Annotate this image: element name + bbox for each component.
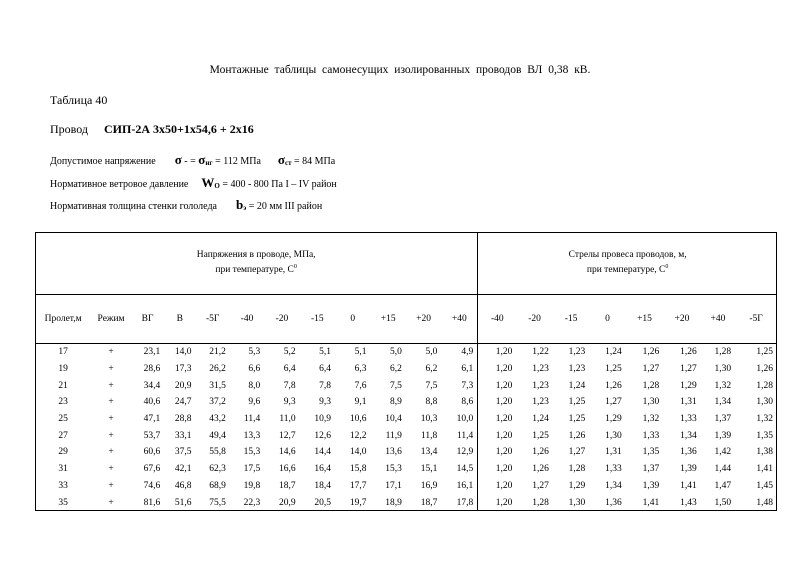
table-cell: 26,2: [209, 363, 226, 374]
table-cell: 27: [58, 430, 68, 441]
table-cell: 67,6: [143, 464, 161, 475]
table-cell: +: [108, 497, 114, 508]
table-cell: 1,42: [714, 447, 732, 458]
table-cell: 1,30: [714, 363, 732, 374]
table-cell: 1,34: [680, 430, 697, 441]
table-cell: 1,20: [495, 430, 513, 441]
table-cell: 17,3: [174, 363, 192, 374]
table-cell: 1,29: [680, 380, 697, 391]
table-cell: 10,6: [349, 414, 367, 425]
table-cell: 9,6: [248, 397, 261, 408]
table-cell: 12,9: [441, 444, 477, 461]
table-cell: 42,1: [174, 464, 192, 475]
table-cell: 17: [58, 347, 68, 358]
table-cell: 1,20: [495, 397, 513, 408]
table-cell: +: [108, 480, 114, 491]
table-cell: 1,28: [568, 464, 586, 475]
table-cell: 11,9: [385, 430, 402, 441]
stress-group-header: [35, 232, 478, 295]
wind-pressure-label: Нормативное ветровое давление: [50, 179, 189, 190]
table-cell: 11,0: [279, 414, 296, 425]
table-cell: +: [108, 397, 114, 408]
table-cell: +: [108, 414, 114, 425]
table-number: Таблица 40: [50, 93, 108, 107]
installation-table: [35, 232, 777, 511]
table-cell: 8,9: [390, 397, 402, 408]
table-cell: 16,9: [420, 480, 438, 491]
table-cell: 17,8: [441, 494, 477, 511]
sigma-symbol: σ: [277, 152, 285, 167]
table-cell: 8,8: [425, 397, 438, 408]
table-cell: 1,25: [605, 363, 622, 374]
table-cell: 1,20: [495, 497, 513, 508]
table-cell: 7,6: [354, 380, 367, 391]
table-cell: 1,35: [642, 447, 660, 458]
table-cell: 1,34: [605, 480, 622, 491]
table-cell: +: [108, 347, 114, 358]
table-cell: 34,4: [143, 380, 161, 391]
b-symbol: b: [236, 197, 244, 212]
wire-label: Провод: [50, 122, 89, 136]
table-cell: 1,31: [680, 397, 697, 408]
table-cell: +: [108, 464, 114, 475]
table-cell: 1,44: [714, 464, 732, 475]
table-cell: 62,3: [209, 464, 226, 475]
table-cell: 1,20: [495, 347, 513, 358]
table-cell: 5,2: [283, 347, 296, 358]
table-cell: 33: [58, 480, 68, 491]
table-cell: 1,41: [642, 497, 660, 508]
table-cell: 1,34: [714, 397, 732, 408]
table-cell: 28,6: [143, 363, 161, 374]
table-cell: 16,4: [314, 464, 332, 475]
table-row: [35, 427, 777, 444]
table-cell: 47,1: [143, 414, 161, 425]
table-cell: 1,25: [532, 430, 549, 441]
wind-pressure-text: = 400 - 800 Па I – IV район: [219, 179, 337, 190]
table-cell: 1,24: [568, 380, 586, 391]
table-cell: 14,4: [314, 447, 332, 458]
table-cell: 1,32: [756, 414, 773, 425]
table-cell: 6,2: [425, 363, 438, 374]
table-cell: 15,1: [420, 464, 438, 475]
table-cell: 1,23: [532, 363, 549, 374]
column-header-row: [35, 295, 777, 343]
column-header: +20: [406, 295, 441, 343]
table-cell: +: [108, 447, 114, 458]
table-cell: 5,1: [319, 347, 332, 358]
table-cell: 37,2: [209, 397, 226, 408]
table-cell: 1,27: [605, 397, 622, 408]
table-cell: 1,29: [605, 414, 622, 425]
table-row: [35, 411, 777, 428]
table-cell: 6,2: [390, 363, 402, 374]
table-cell: 1,26: [680, 347, 697, 358]
table-cell: 10,4: [385, 414, 402, 425]
column-header: +40: [441, 295, 477, 343]
ice-thickness-line: [50, 197, 322, 213]
table-cell: 1,27: [680, 363, 697, 374]
table-cell: 1,28: [714, 347, 732, 358]
ice-thickness-text: = 20 мм III район: [246, 201, 323, 212]
table-cell: 4,9: [441, 343, 477, 361]
table-cell: 1,39: [642, 480, 660, 491]
table-cell: 81,6: [143, 497, 161, 508]
table-cell: 1,36: [680, 447, 697, 458]
w-symbol: W: [201, 175, 215, 190]
table-cell: 1,24: [605, 347, 622, 358]
table-cell: 1,28: [642, 380, 660, 391]
table-cell: 1,23: [568, 363, 586, 374]
allowed-stress-text3: = 84 МПа: [291, 156, 336, 167]
table-cell: 1,26: [532, 464, 549, 475]
table-cell: 20,9: [279, 497, 296, 508]
table-cell: 14,6: [279, 447, 296, 458]
table-cell: 1,25: [756, 347, 773, 358]
table-cell: 20,9: [174, 380, 192, 391]
sigma-symbol: σ: [174, 152, 182, 167]
column-header: -15: [553, 295, 589, 343]
table-cell: 21: [58, 380, 68, 391]
allowed-stress-line: [50, 152, 335, 168]
table-cell: 1,23: [568, 347, 586, 358]
table-cell: +: [108, 380, 114, 391]
table-cell: 75,5: [209, 497, 226, 508]
table-cell: 1,26: [568, 430, 586, 441]
column-header: -20: [264, 295, 299, 343]
table-cell: 11,8: [421, 430, 438, 441]
column-header: -40: [478, 295, 517, 343]
table-cell: 1,47: [714, 480, 732, 491]
column-header: 0: [335, 295, 370, 343]
table-cell: 1,48: [756, 497, 773, 508]
table-cell: 13,4: [420, 447, 438, 458]
subscript: ст: [284, 159, 292, 167]
table-cell: 1,32: [642, 414, 660, 425]
table-cell: 11,4: [243, 414, 261, 425]
table-cell: 43,2: [209, 414, 226, 425]
table-cell: 1,39: [714, 430, 732, 441]
table-cell: 1,33: [680, 414, 697, 425]
column-header: -20: [516, 295, 552, 343]
table-cell: 19,8: [243, 480, 261, 491]
table-cell: 1,23: [532, 397, 549, 408]
column-header: ВГ: [131, 295, 164, 343]
table-cell: 1,33: [605, 464, 622, 475]
table-cell: 1,29: [568, 480, 586, 491]
table-cell: 9,3: [319, 397, 332, 408]
table-cell: 17,5: [243, 464, 261, 475]
table-cell: 6,4: [283, 363, 296, 374]
column-header: +15: [626, 295, 664, 343]
table-cell: 16,6: [279, 464, 296, 475]
table-cell: 1,32: [714, 380, 732, 391]
table-cell: 1,23: [532, 380, 549, 391]
table-cell: 1,43: [680, 497, 697, 508]
table-cell: 17,1: [385, 480, 402, 491]
table-cell: 1,25: [568, 414, 586, 425]
table-cell: 7,5: [390, 380, 402, 391]
table-cell: 12,7: [279, 430, 296, 441]
table-cell: 1,41: [680, 480, 697, 491]
table-cell: 5,1: [354, 347, 367, 358]
table-cell: 1,27: [568, 447, 586, 458]
table-cell: 1,25: [568, 397, 586, 408]
table-cell: 1,31: [605, 447, 622, 458]
table-cell: 1,30: [642, 397, 660, 408]
table-row: [35, 394, 777, 411]
table-cell: 7,8: [283, 380, 296, 391]
table-cell: 29: [58, 447, 68, 458]
table-cell: 1,33: [642, 430, 660, 441]
column-header: Пролет,м: [35, 295, 91, 343]
table-cell: 1,22: [532, 347, 549, 358]
table-row: [35, 361, 777, 378]
document-title: Монтажные таблицы самонесущих изолированных проводов ВЛ 0,38 кВ.: [209, 64, 591, 76]
table-cell: 1,36: [605, 497, 622, 508]
degree-sup: 0: [665, 264, 669, 271]
table-cell: 9,1: [354, 397, 367, 408]
table-cell: 1,26: [756, 363, 773, 374]
table-cell: 1,20: [495, 380, 513, 391]
table-cell: 1,38: [756, 447, 773, 458]
table-cell: 74,6: [143, 480, 161, 491]
table-cell: 19,7: [349, 497, 367, 508]
table-cell: 15,3: [385, 464, 402, 475]
table-cell: 5,0: [390, 347, 402, 358]
wire-type: СИП-2А 3х50+1х54,6 + 2х16: [104, 122, 254, 136]
table-cell: 17,7: [349, 480, 367, 491]
table-cell: 1,37: [642, 464, 660, 475]
table-cell: 53,7: [143, 430, 161, 441]
table-cell: 18,9: [385, 497, 402, 508]
subscript: нг: [205, 159, 213, 167]
table-cell: 31: [58, 464, 68, 475]
column-header: +15: [370, 295, 405, 343]
subscript: O: [214, 182, 220, 190]
table-cell: 1,26: [605, 380, 622, 391]
table-cell: 6,6: [248, 363, 261, 374]
sag-group-header: [478, 232, 777, 295]
column-header: +20: [663, 295, 701, 343]
column-header: -5Г: [735, 295, 777, 343]
table-cell: 10,0: [441, 411, 477, 428]
ice-thickness-label: Нормативная толщина стенки гололеда: [50, 201, 217, 212]
column-header: +40: [701, 295, 735, 343]
sigma-symbol: σ: [198, 152, 206, 167]
table-cell: 15,3: [243, 447, 261, 458]
table-cell: 21,2: [209, 347, 226, 358]
table-cell: 14,0: [174, 347, 192, 358]
table-cell: 18,7: [420, 497, 438, 508]
table-cell: 51,6: [174, 497, 192, 508]
table-cell: 8,6: [441, 394, 477, 411]
subscript: э: [243, 204, 247, 212]
table-cell: 9,3: [283, 397, 296, 408]
table-cell: 1,45: [756, 480, 773, 491]
column-header: -40: [230, 295, 264, 343]
table-cell: 60,6: [143, 447, 161, 458]
allowed-stress-text1: - =: [181, 156, 199, 167]
table-cell: 7,5: [425, 380, 438, 391]
table-cell: 1,28: [532, 497, 549, 508]
column-header: Режим: [91, 295, 131, 343]
table-cell: 1,20: [495, 414, 513, 425]
table-cell: 11,4: [441, 427, 477, 444]
table-cell: 12,6: [314, 430, 332, 441]
wire-line: [50, 122, 254, 137]
table-cell: 7,8: [319, 380, 332, 391]
table-cell: 1,27: [642, 363, 660, 374]
table-cell: 10,3: [420, 414, 438, 425]
table-cell: 22,3: [243, 497, 261, 508]
table-row: [35, 461, 777, 478]
table-cell: +: [108, 363, 114, 374]
degree-sup: 0: [293, 264, 297, 271]
table-cell: 1,20: [495, 363, 513, 374]
sag-group-subtitle: при температуре, С: [586, 265, 666, 276]
table-cell: 1,20: [495, 464, 513, 475]
column-header: -15: [300, 295, 335, 343]
table-cell: 13,3: [243, 430, 261, 441]
table-cell: 19: [58, 363, 68, 374]
table-cell: 40,6: [143, 397, 161, 408]
table-cell: 18,4: [314, 480, 332, 491]
table-cell: 31,5: [209, 380, 226, 391]
table-cell: 68,9: [209, 480, 226, 491]
table-cell: 16,1: [441, 478, 477, 495]
table-cell: 6,4: [319, 363, 332, 374]
table-row: [35, 343, 777, 361]
table-cell: 6,3: [354, 363, 367, 374]
table-cell: 1,27: [532, 480, 549, 491]
table-cell: 18,7: [279, 480, 296, 491]
table-cell: 1,41: [756, 464, 773, 475]
table-cell: 25: [58, 414, 68, 425]
table-cell: 14,5: [441, 461, 477, 478]
table-cell: 1,39: [680, 464, 697, 475]
table-cell: 14,0: [349, 447, 367, 458]
allowed-stress-text2: = 112 МПа: [212, 156, 261, 167]
table-cell: 35: [58, 497, 68, 508]
table-cell: 13,6: [385, 447, 402, 458]
table-cell: 55,8: [209, 447, 226, 458]
table-row: [35, 478, 777, 495]
table-cell: 15,8: [349, 464, 367, 475]
table-cell: 6,1: [441, 361, 477, 378]
table-cell: 7,3: [441, 377, 477, 394]
table-cell: 49,4: [209, 430, 226, 441]
column-header: 0: [589, 295, 625, 343]
table-cell: 5,3: [248, 347, 261, 358]
table-cell: 5,0: [425, 347, 438, 358]
table-cell: 1,37: [714, 414, 732, 425]
sag-group-title: Стрелы провеса проводов, м,: [568, 250, 687, 261]
table-cell: 46,8: [174, 480, 192, 491]
table-cell: 24,7: [174, 397, 192, 408]
table-cell: 1,24: [532, 414, 549, 425]
table-cell: 10,9: [314, 414, 332, 425]
table-cell: 1,50: [714, 497, 732, 508]
table-cell: 37,5: [174, 447, 192, 458]
table-cell: 1,30: [568, 497, 586, 508]
table-cell: +: [108, 430, 114, 441]
table-cell: 1,30: [756, 397, 773, 408]
table-cell: 23,1: [143, 347, 161, 358]
table-cell: 1,35: [756, 430, 773, 441]
column-header: В: [164, 295, 195, 343]
table-cell: 1,26: [532, 447, 549, 458]
table-cell: 1,20: [495, 480, 513, 491]
table-row: [35, 444, 777, 461]
wind-pressure-line: [50, 175, 337, 191]
table-cell: 1,28: [756, 380, 773, 391]
table-cell: 1,30: [605, 430, 622, 441]
table-cell: 20,5: [314, 497, 332, 508]
allowed-stress-label: Допустимое напряжение: [50, 156, 156, 167]
table-row: [35, 494, 777, 511]
column-header: -5Г: [195, 295, 229, 343]
table-cell: 33,1: [174, 430, 192, 441]
table-cell: 28,8: [174, 414, 192, 425]
table-cell: 1,26: [642, 347, 660, 358]
stress-group-subtitle: при температуре, С: [215, 265, 294, 276]
table-cell: 23: [58, 397, 68, 408]
table-cell: 1,20: [495, 447, 513, 458]
table-row: [35, 377, 777, 394]
table-cell: 8,0: [248, 380, 261, 391]
stress-group-title: Напряжения в проводе, МПа,: [196, 250, 316, 261]
table-cell: 12,2: [349, 430, 367, 441]
